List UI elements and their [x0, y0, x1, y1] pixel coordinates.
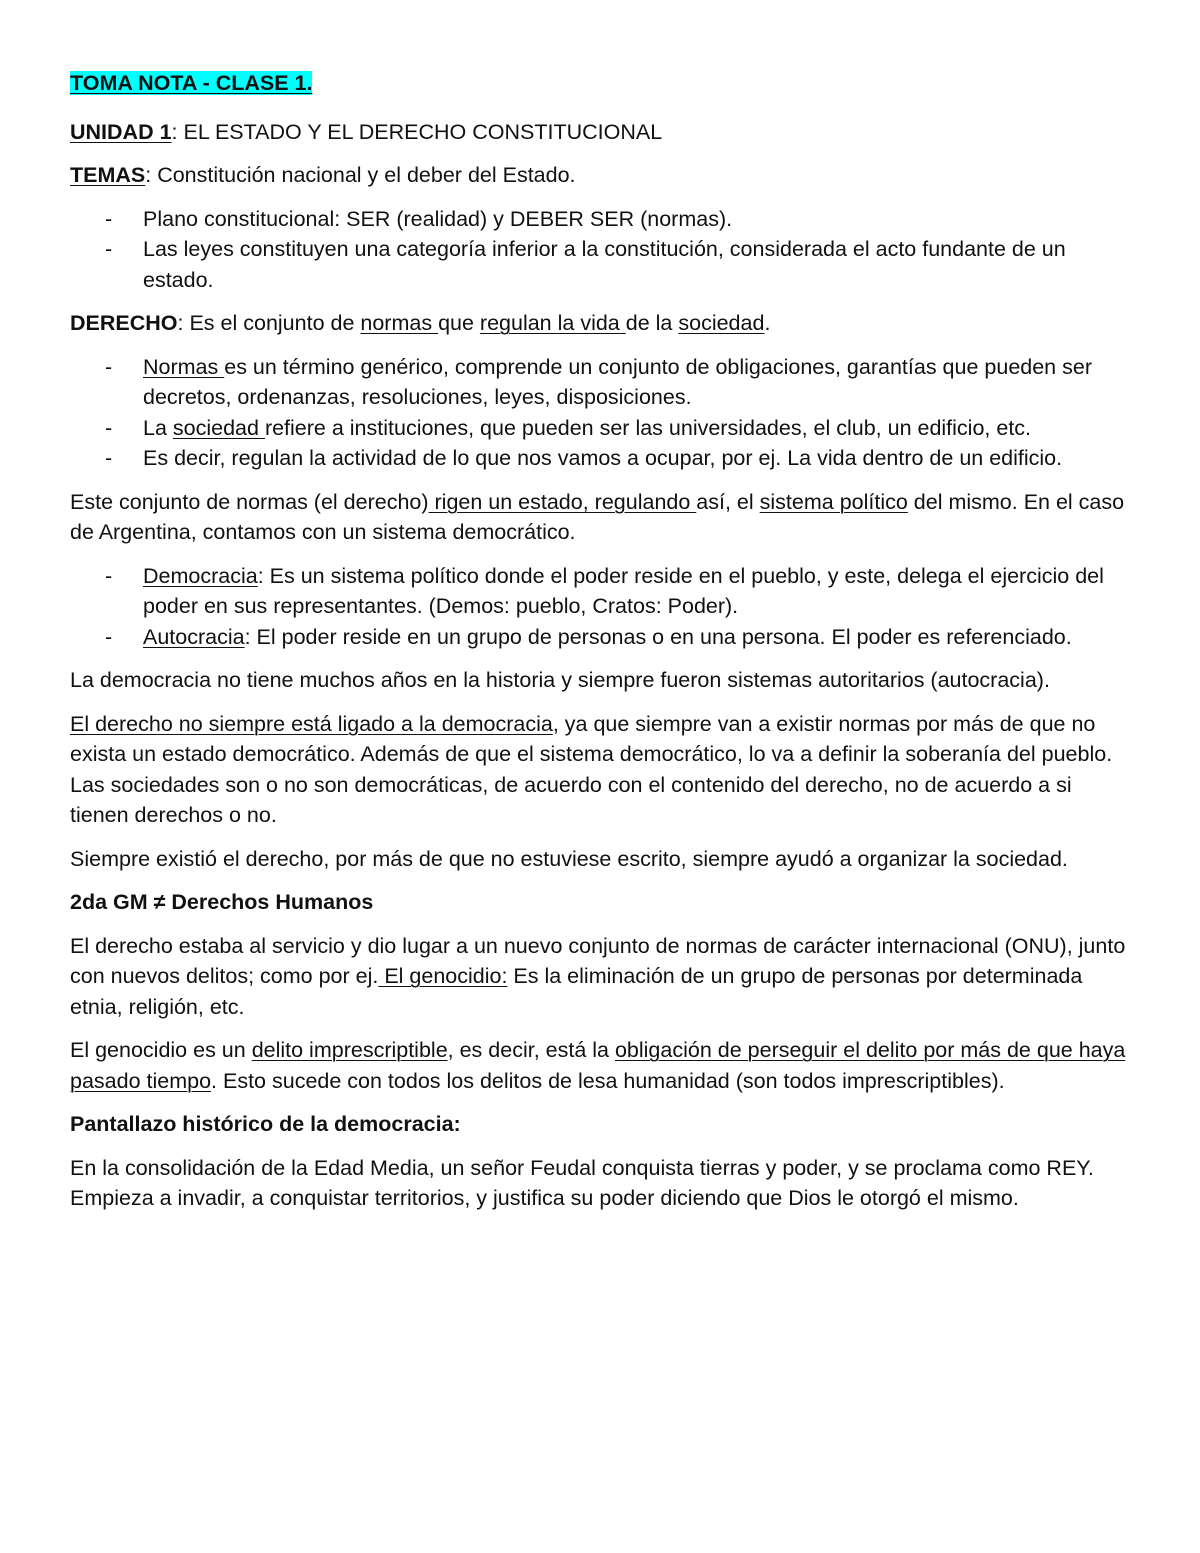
underlined-text: El derecho no siempre está ligado a la democracia — [70, 711, 553, 736]
section-heading-pantallazo: Pantallazo histórico de la democracia: — [70, 1112, 461, 1136]
text-run: del mismo. En el caso de Argentina, contamos con un sistema democrático. — [70, 489, 1125, 544]
text-run: La — [143, 415, 173, 440]
text-run: de la — [625, 311, 679, 335]
list-item-text: Las leyes constituyen una categoría inferior a la constitución, considerada el acto fundante de un estado. — [143, 237, 1066, 292]
unidad-text: : EL ESTADO Y EL DERECHO CONSTITUCIONAL — [171, 119, 663, 144]
este-paragraph — [70, 487, 1132, 548]
genocidio-paragraph — [70, 1035, 1132, 1096]
text-run: : Es un sistema político donde el poder reside en el pueblo, y este, delega el ejercicio del poder en sus representantes. (Demos: pueblo, Cratos: Poder). — [143, 563, 1104, 618]
underlined-text: rigen un estado, regulando — [428, 489, 697, 514]
text-run: , es decir, está la — [447, 1038, 615, 1062]
text-run: . Esto sucede con todos los delitos de lesa humanidad (son todos imprescriptibles). — [211, 1068, 1005, 1093]
list-item — [70, 413, 1132, 444]
page-title: TOMA NOTA - CLASE 1. — [70, 71, 313, 95]
underlined-text: sistema político — [759, 489, 908, 514]
underlined-text: delito imprescriptible — [251, 1038, 448, 1062]
derecho-definition — [70, 308, 1132, 339]
siempre-paragraph: Siempre existió el derecho, por más de que no estuviese escrito, siempre ayudó a organizar la sociedad. — [70, 846, 1068, 871]
section-heading-gm: 2da GM ≠ Derechos Humanos — [70, 890, 374, 914]
text-run: es un término genérico, comprende un conjunto de obligaciones, garantías que pueden ser decretos, ordenanzas, resoluciones, leyes, disposiciones. — [143, 354, 1092, 409]
text-run: , ya que siempre van a existir normas por más de que no exista un estado democrático. Además de que el sistema democrático, lo va a definir la soberanía del pueblo. Las sociedades son o no son democráticas, de acuerdo con el contenido del derecho, no de acuerdo a si tienen derechos o no. — [70, 711, 1113, 827]
document-body — [70, 68, 1132, 1227]
underlined-text: obligación de perseguir el delito por más de que haya pasado tiempo — [70, 1038, 1126, 1093]
list-item — [70, 352, 1132, 413]
text-run: Es la eliminación de un grupo de personas por determinada etnia, religión, etc. — [70, 964, 1083, 1019]
derecho-no-paragraph — [70, 709, 1132, 831]
underlined-text: El genocidio: — [378, 964, 508, 988]
derecho-label: DERECHO — [70, 311, 178, 335]
underlined-text: regulan la vida — [479, 311, 626, 335]
temas-list — [70, 204, 1132, 296]
underlined-text: normas — [360, 311, 439, 335]
text-run: Es decir, regulan la actividad de lo que nos vamos a ocupar, por ej. La vida dentro de un edificio. — [143, 446, 1063, 470]
underlined-text: Democracia — [143, 563, 258, 588]
temas-text: : Constitución nacional y el deber del Estado. — [145, 163, 576, 187]
list-item — [70, 234, 1132, 295]
text-run: así, el — [696, 489, 760, 514]
consolidacion-paragraph: En la consolidación de la Edad Media, un señor Feudal conquista tierras y poder, y se proclama como REY. Empieza a invadir, a conquistar territorios, y justifica su poder diciendo que Dios le otorgó el mismo. — [70, 1155, 1094, 1210]
underlined-text: Autocracia — [143, 624, 245, 649]
list-item-text: Plano constitucional: SER (realidad) y DEBER SER (normas). — [143, 206, 733, 231]
temas-label: TEMAS — [70, 163, 146, 187]
servicio-paragraph — [70, 931, 1132, 1023]
text-run: El genocidio es un — [70, 1038, 252, 1062]
list-item — [70, 443, 1132, 474]
list-item — [70, 561, 1132, 622]
text-run: Este conjunto de normas (el derecho) — [70, 489, 429, 514]
text-run: : Es el conjunto de — [177, 311, 361, 335]
unidad-label: UNIDAD 1 — [70, 119, 172, 144]
democracia-paragraph: La democracia no tiene muchos años en la historia y siempre fueron sistemas autoritarios (autocracia). — [70, 668, 1050, 692]
text-run: . — [764, 311, 771, 335]
text-run: que — [438, 311, 480, 335]
sistemas-list — [70, 561, 1132, 653]
underlined-text: sociedad — [172, 415, 265, 440]
text-run: refiere a instituciones, que pueden ser las universidades, el club, un edificio, etc. — [264, 415, 1032, 440]
underlined-text: Normas — [143, 354, 225, 379]
list-item — [70, 622, 1132, 653]
derecho-list — [70, 352, 1132, 474]
text-run: El derecho estaba al servicio y dio lugar a un nuevo conjunto de normas de carácter internacional (ONU), junto con nuevos delitos; como por ej. — [70, 933, 1126, 988]
temas-line — [70, 160, 1132, 191]
underlined-text: sociedad — [678, 311, 765, 335]
list-item — [70, 204, 1132, 235]
title-paragraph — [70, 68, 1132, 99]
unidad-line — [70, 117, 1132, 148]
text-run: : El poder reside en un grupo de personas o en una persona. El poder es referenciado. — [244, 624, 1072, 649]
